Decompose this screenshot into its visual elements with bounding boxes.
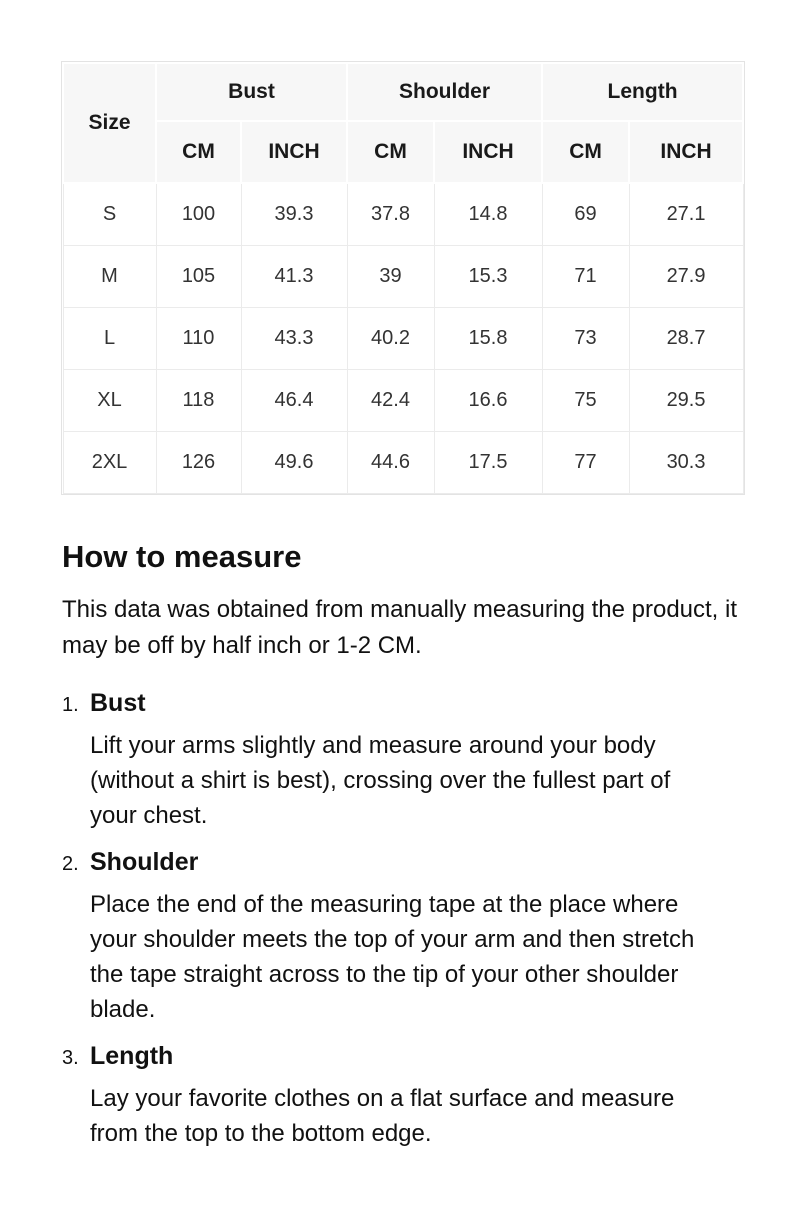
value-cell: 105 xyxy=(156,246,241,308)
shoulder-cm-header: CM xyxy=(347,121,434,183)
size-chart-table xyxy=(62,62,744,494)
value-cell: 15.3 xyxy=(434,246,542,308)
step-description: Lay your favorite clothes on a flat surface and measure from the top to the bottom edge. xyxy=(90,1085,675,1147)
size-cell: S xyxy=(63,183,156,246)
value-cell: 75 xyxy=(542,370,629,432)
value-cell: 73 xyxy=(542,308,629,370)
table-row xyxy=(63,308,743,370)
step-description: Lift your arms slightly and measure around your body (without a shirt is best), crossing over the fullest part of your chest. xyxy=(90,732,671,829)
list-item xyxy=(62,688,742,833)
value-cell: 28.7 xyxy=(629,308,743,370)
length-group-header: Length xyxy=(542,63,743,121)
value-cell: 43.3 xyxy=(241,308,347,370)
table-row xyxy=(63,370,743,432)
size-cell: M xyxy=(63,246,156,308)
value-cell: 37.8 xyxy=(347,183,434,246)
step-description: Place the end of the measuring tape at the place where your shoulder meets the top of your arm and then stretch the tape straight across to the tip of your other shoulder blade. xyxy=(90,891,695,1023)
value-cell: 30.3 xyxy=(629,432,743,494)
value-cell: 16.6 xyxy=(434,370,542,432)
value-cell: 17.5 xyxy=(434,432,542,494)
value-cell: 14.8 xyxy=(434,183,542,246)
bust-cm-header: CM xyxy=(156,121,241,183)
size-column-header: Size xyxy=(63,63,156,183)
value-cell: 29.5 xyxy=(629,370,743,432)
size-cell: 2XL xyxy=(63,432,156,494)
table-unit-header-row xyxy=(63,121,743,183)
value-cell: 41.3 xyxy=(241,246,347,308)
how-to-measure-heading: How to measure xyxy=(62,539,302,574)
value-cell: 39 xyxy=(347,246,434,308)
table-row xyxy=(63,432,743,494)
value-cell: 69 xyxy=(542,183,629,246)
list-item xyxy=(62,1041,742,1151)
length-inch-header: INCH xyxy=(629,121,743,183)
step-number: 3. xyxy=(62,1047,79,1069)
value-cell: 46.4 xyxy=(241,370,347,432)
shoulder-inch-header: INCH xyxy=(434,121,542,183)
step-header xyxy=(62,688,742,718)
table-group-header-row xyxy=(63,63,743,121)
value-cell: 40.2 xyxy=(347,308,434,370)
step-title: Bust xyxy=(90,689,146,717)
table-row xyxy=(63,183,743,246)
size-cell: XL xyxy=(63,370,156,432)
value-cell: 77 xyxy=(542,432,629,494)
value-cell: 39.3 xyxy=(241,183,347,246)
table-row xyxy=(63,246,743,308)
measure-steps-list xyxy=(62,688,742,1151)
bust-group-header: Bust xyxy=(156,63,347,121)
value-cell: 71 xyxy=(542,246,629,308)
step-number: 1. xyxy=(62,694,79,716)
list-item xyxy=(62,847,742,1027)
step-title: Shoulder xyxy=(90,848,199,876)
value-cell: 100 xyxy=(156,183,241,246)
step-title: Length xyxy=(90,1042,174,1070)
value-cell: 126 xyxy=(156,432,241,494)
value-cell: 110 xyxy=(156,308,241,370)
step-header xyxy=(62,847,742,877)
value-cell: 42.4 xyxy=(347,370,434,432)
value-cell: 44.6 xyxy=(347,432,434,494)
length-cm-header: CM xyxy=(542,121,629,183)
size-chart-body xyxy=(63,183,743,494)
step-header xyxy=(62,1041,742,1071)
step-number: 2. xyxy=(62,853,79,875)
shoulder-group-header: Shoulder xyxy=(347,63,542,121)
size-chart-header xyxy=(63,63,743,183)
value-cell: 49.6 xyxy=(241,432,347,494)
value-cell: 118 xyxy=(156,370,241,432)
bust-inch-header: INCH xyxy=(241,121,347,183)
value-cell: 27.1 xyxy=(629,183,743,246)
value-cell: 27.9 xyxy=(629,246,743,308)
value-cell: 15.8 xyxy=(434,308,542,370)
measure-intro-text: This data was obtained from manually measuring the product, it may be off by half inch or 1-2 CM. xyxy=(62,596,738,659)
size-cell: L xyxy=(63,308,156,370)
